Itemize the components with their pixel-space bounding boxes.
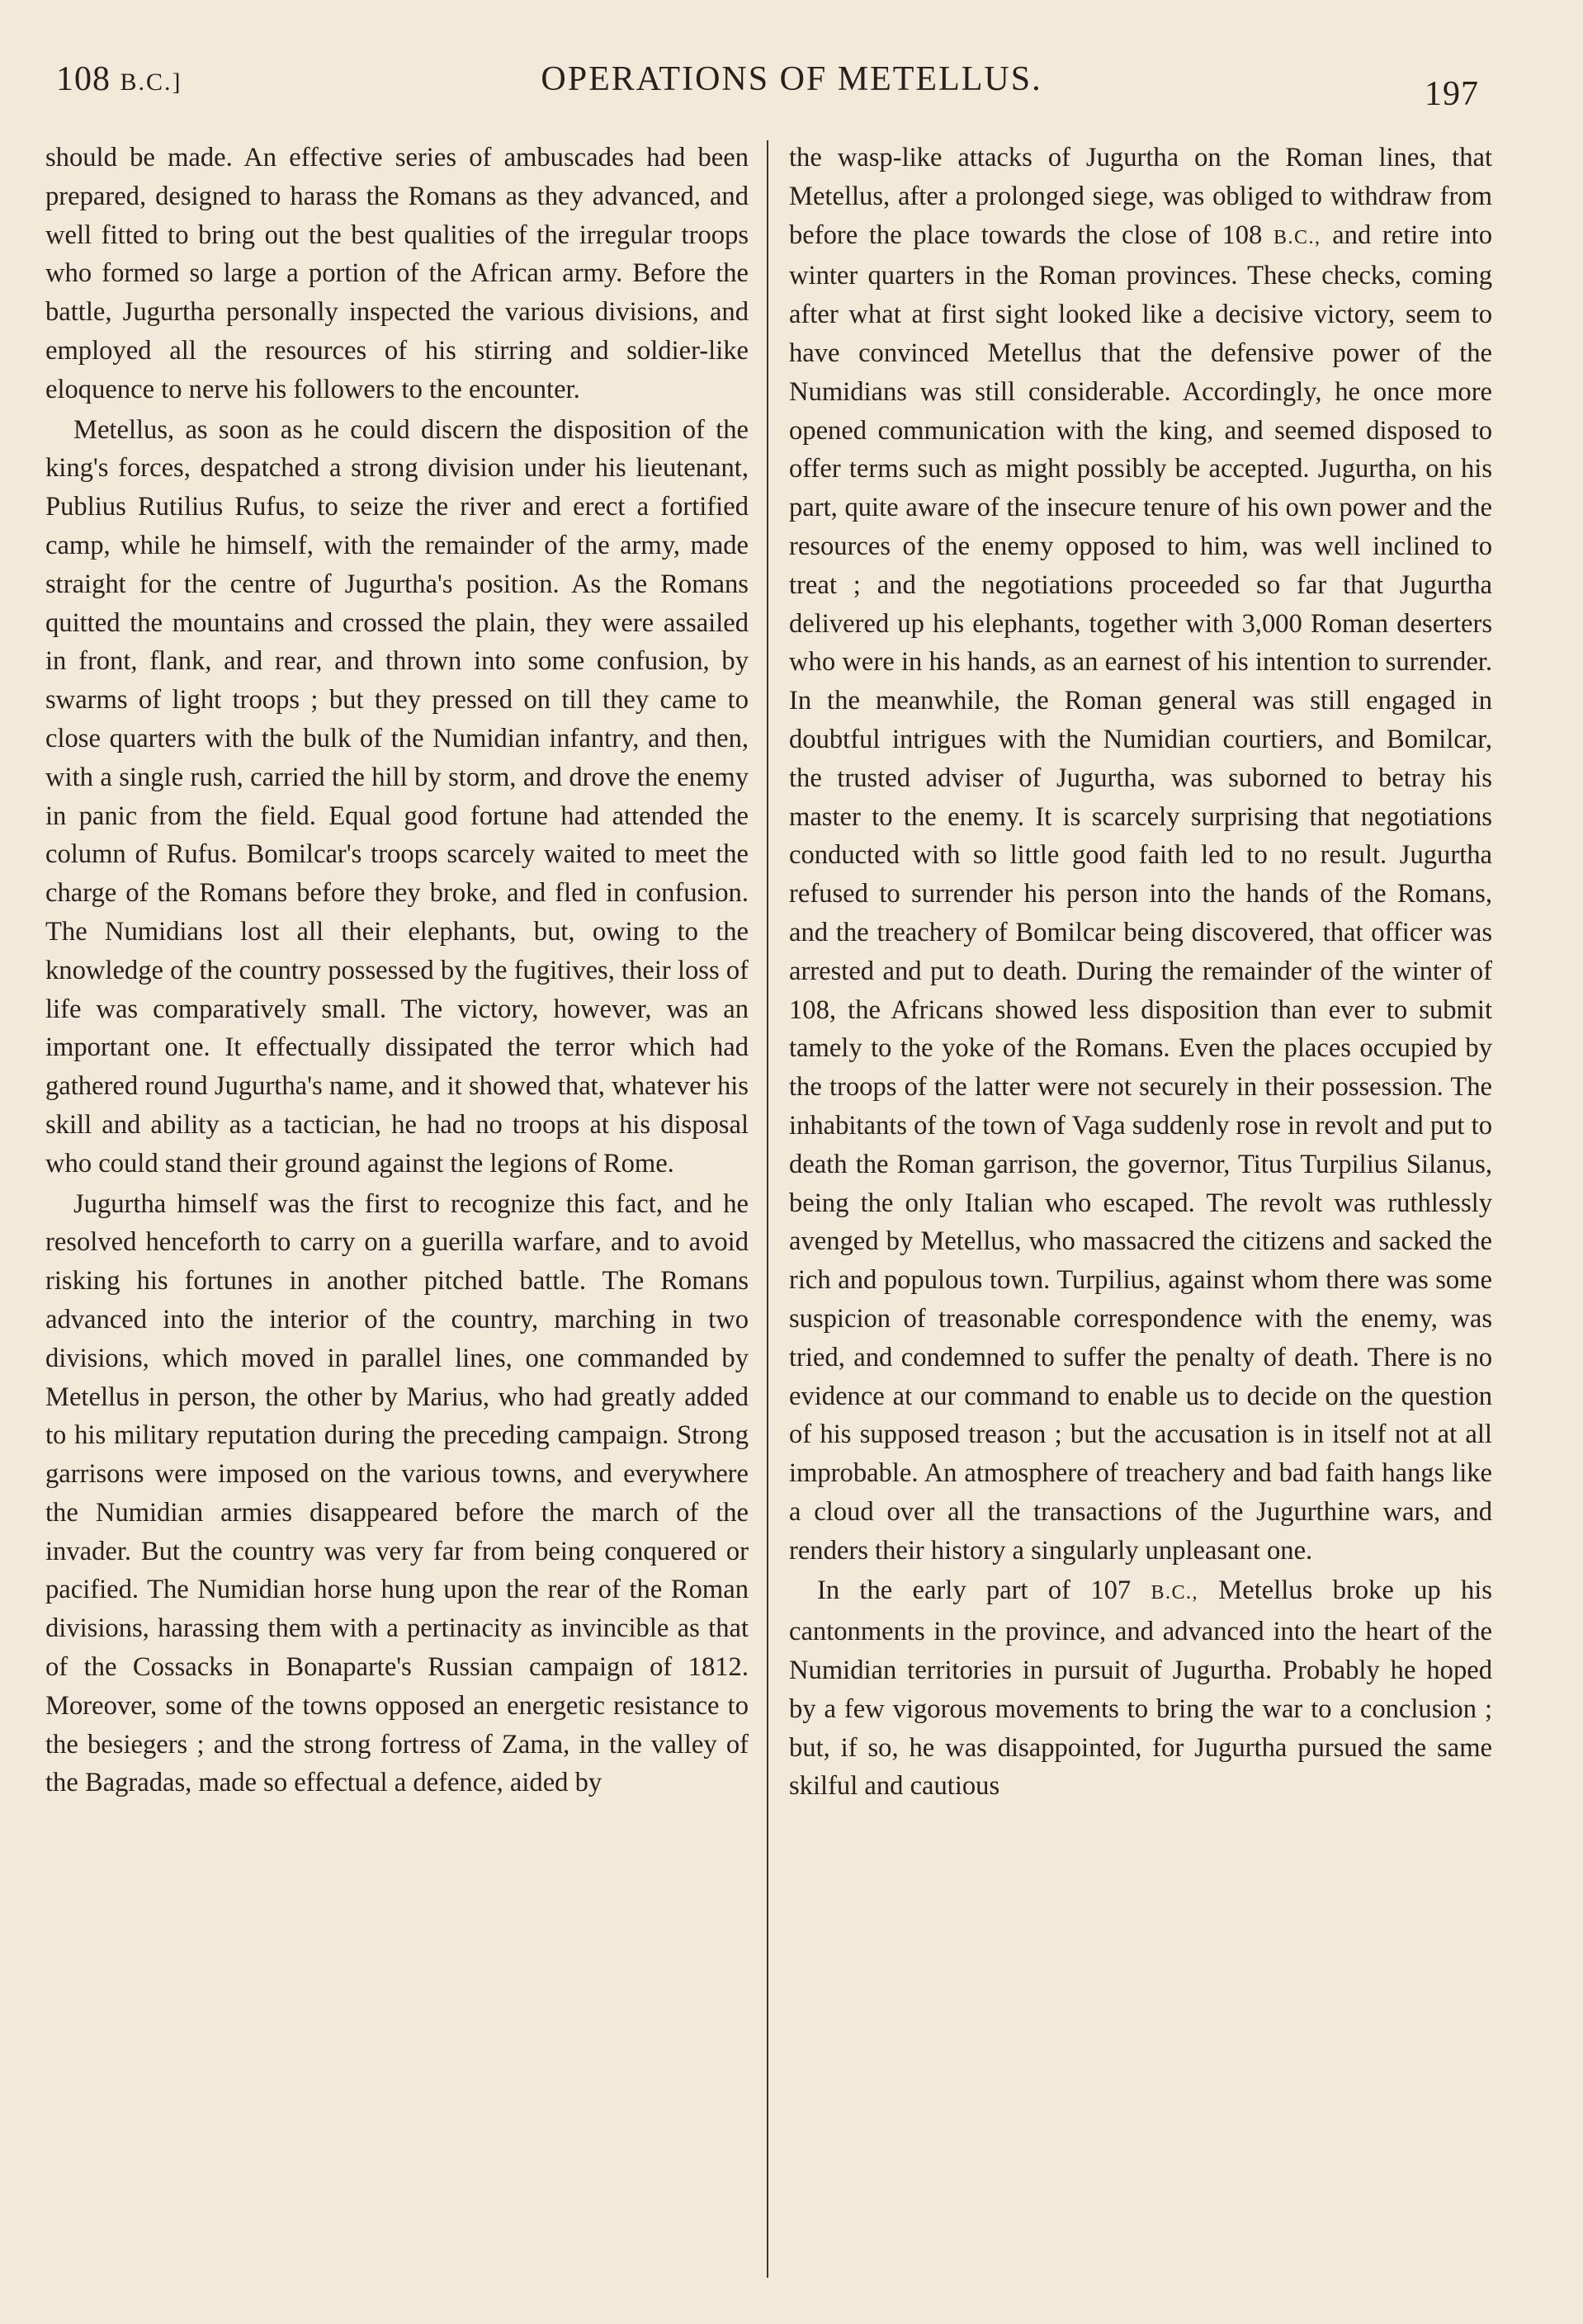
text-run: In the early part of 107 — [817, 1575, 1132, 1606]
paragraph: Metellus, as soon as he could discern the disposition of the king's forces, despatched a strong division under his lieutenant, Publius Rutilius Rufus, to seize the river and erect a fortified camp, while he himself, with the remainder of the army, made straight for the centre of Jugurtha's position. As the Romans quitted the mountains and crossed the plain, they were assailed in front, flank, and rear, and thrown into some confusion, by swarms of light troops ; but they pressed on till they came to close quarters with the bulk of the Numidian infantry, and then, with a single rush, carried the hill by storm, and drove the enemy in panic from the field. Equal good fortune had attended the column of Rufus. Bomilcar's troops scarcely waited to meet the charge of the Romans before they broke, and fled in confusion. The Numidians lost all their elephants, but, owing to the knowledge of the country possessed by the fugitives, their loss of life was comparatively small. The victory, however, was an important one. It effectually dissipated the terror which had gathered round Jugurtha's name, and it showed that, whatever his skill and ability as a tactician, he had no troops at his disposal who could stand their ground against the legions of Rome. — [45, 414, 749, 1179]
running-head-title: OPERATIONS OF METELLUS. — [541, 60, 1042, 98]
right-column — [789, 139, 1492, 1806]
page-number: 197 — [1425, 75, 1479, 113]
era: B.C.] — [120, 68, 182, 96]
text-run: and retire into winter quarters in the Roman provinces. These checks, coming after what at first sight looked like a decisive victory, seem to have convinced Metellus that the defensive power of the Numidians was still considerable. Accordingly, he once more opened communication with the king, and seemed disposed to offer terms such as might possibly be accepted. Jugurtha, on his part, quite aware of the insecure tenure of his own power and the resources of the enemy opposed to him, was well inclined to treat ; and the negotiations proceeded so far that Jugurtha delivered up his elephants, together with 3,000 Roman deserters who were in his hands, as an earnest of his intention to surrender. In the meanwhile, the Roman general was still engaged in doubtful intrigues with the Numidian courtiers, and Bomilcar, the trusted adviser of Jugurtha, was suborned to betray his master to the enemy. It is scarcely surprising that negotiations conducted with so little good faith led to no result. Jugurtha refused to surrender his person into the hands of the Romans, and the treachery of Bomilcar being discovered, that officer was arrested and put to death. During the remainder of the winter of 108, the Africans showed less disposition than ever to submit tamely to the yoke of the Romans. Even the places occupied by the troops of the latter were not securely in their possession. The inhabitants of the town of Vaga suddenly rose in revolt and put to death the Roman garrison, the governor, Titus Turpilius Silanus, being the only Italian who escaped. The revolt was ruthlessly avenged by Metellus, who massacred the citizens and sacked the rich and populous town. Turpilius, against whom there was some suspicion of treasonable correspondence with the enemy, was tried, and condemned to suffer the penalty of death. There is no evidence at our command to enable us to decide on the question of his supposed treason ; but the accusation is in itself not at all improbable. An atmosphere of treachery and bad faith hangs like a cloud over all the transactions of the Jugurthine wars, and renders their history a singularly unpleasant one. — [789, 220, 1492, 1566]
column-divider — [767, 140, 768, 2278]
left-column — [45, 139, 749, 1802]
text-run: Metellus broke up his cantonments in the province, and advanced into the heart of the Numidian territories in pursuit of Jugurtha. Probably he hoped by a few vigorous movements to bring the war to a conclusion ; but, if so, he was disappointed, for Jugurtha pursued the same skilful and cautious — [789, 1575, 1492, 1802]
year: 108 — [56, 60, 111, 98]
paragraph — [789, 139, 1492, 1570]
era-abbrev: B.C., — [1151, 1582, 1198, 1604]
text-run: the wasp-like attacks of Jugurtha on the Roman lines, that Metellus, after a prolonged siege, was obliged to withdraw from before the place towards the close of 108 — [789, 143, 1492, 250]
era-abbrev: B.C., — [1273, 226, 1321, 248]
paragraph — [789, 1571, 1492, 1806]
paragraph: Jugurtha himself was the first to recognize this fact, and he resolved henceforth to carry on a guerilla warfare, and to avoid risking his fortunes in another pitched battle. The Romans advanced into the interior of the country, marching in two divisions, which moved in parallel lines, one commanded by Metellus in person, the other by Marius, who had greatly added to his military reputation during the preceding campaign. Strong garrisons were imposed on the various towns, and everywhere the Numidian armies disappeared before the march of the invader. But the country was very far from being conquered or pacified. The Numidian horse hung upon the rear of the Roman divisions, harassing them with a pertinacity as invincible as that of the Cossacks in Bonaparte's Russian campaign of 1812. Moreover, some of the towns opposed an energetic resistance to the besiegers ; and the strong fortress of Zama, in the valley of the Bagradas, made so effectual a defence, aided by — [45, 1188, 749, 1798]
paragraph: should be made. An effective series of ambuscades had been prepared, designed to harass the Romans as they advanced, and well fitted to bring out the best qualities of the irregular troops who formed so large a portion of the African army. Before the battle, Jugurtha personally inspected the various divisions, and employed all the resources of his stirring and soldier-like eloquence to nerve his followers to the encounter. — [45, 143, 749, 404]
